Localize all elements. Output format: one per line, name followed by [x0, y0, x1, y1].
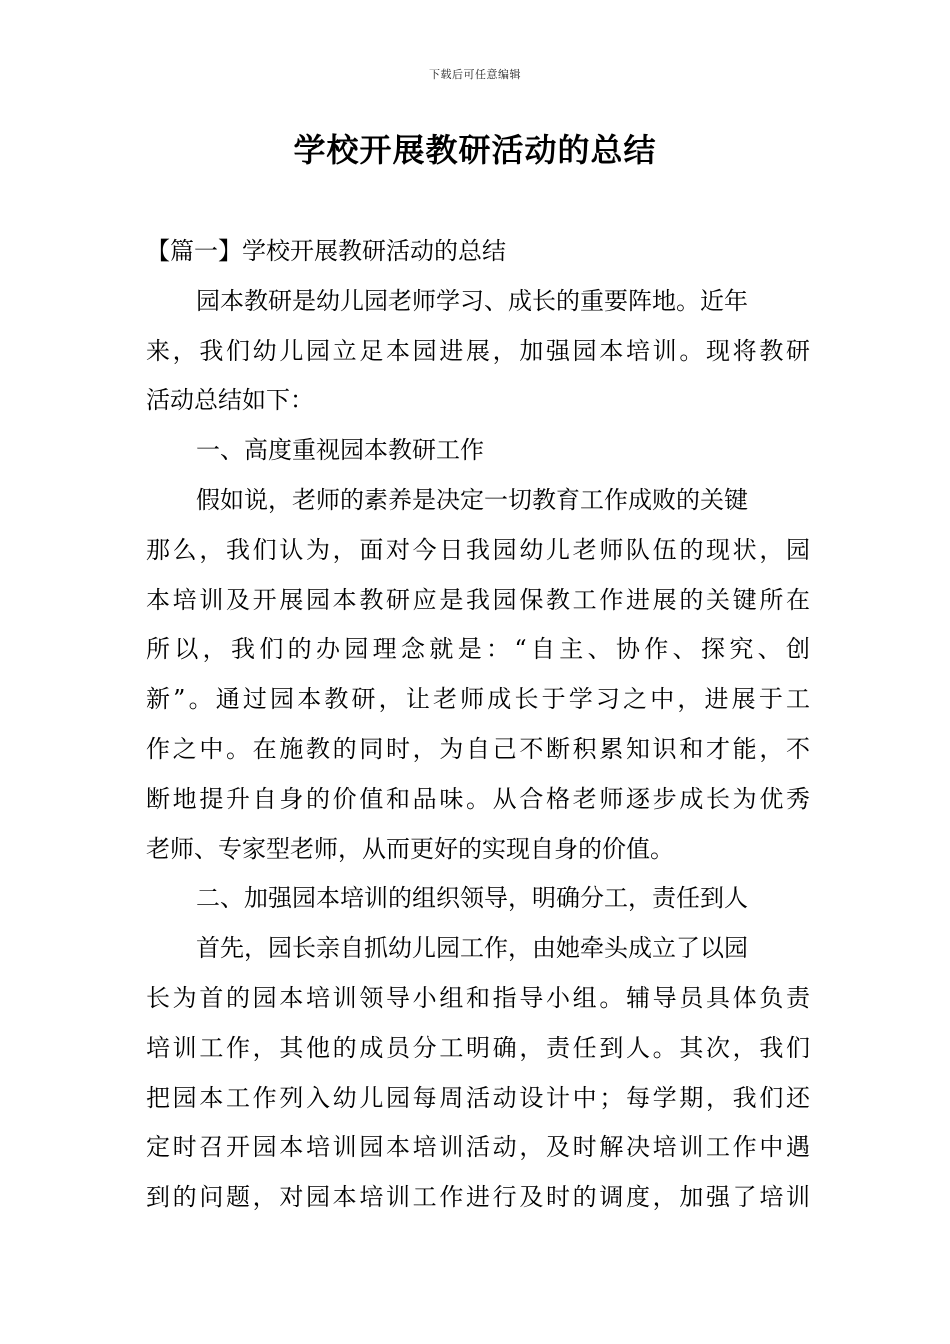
document-body: [146, 227, 810, 1223]
paragraph-line: 所以，我们的办园理念就是：“自主、协作、探究、创: [146, 635, 810, 664]
section-heading: 【篇一】学校开展教研活动的总结: [146, 237, 506, 265]
paragraph-line: 来，我们幼儿园立足本园进展，加强园本培训。现将教研: [146, 336, 810, 365]
paragraph-line: 首先，园长亲自抓幼儿园工作，由她牵头成立了以园: [196, 934, 748, 963]
paragraph-line: 培训工作，其他的成员分工明确，责任到人。其次，我们: [146, 1033, 810, 1062]
paragraph-line: 假如说，老师的素养是决定一切教育工作成败的关键: [196, 485, 748, 514]
paragraph-line: 到的问题，对园本培训工作进行及时的调度，加强了培训: [146, 1183, 810, 1212]
paragraph-line: 把园本工作列入幼儿园每周活动设计中；每学期，我们还: [146, 1083, 810, 1112]
subsection-heading: 二、加强园本培训的组织领导，明确分工，责任到人: [196, 884, 748, 913]
paragraph-line: 定时召开园本培训园本培训活动，及时解决培训工作中遇: [146, 1133, 810, 1162]
paragraph-line: 作之中。在施教的同时，为自己不断积累知识和才能，不: [146, 734, 810, 763]
paragraph-line: 那么，我们认为，面对今日我园幼儿老师队伍的现状，园: [146, 535, 810, 564]
paragraph-line: 园本教研是幼儿园老师学习、成长的重要阵地。近年: [196, 286, 748, 315]
paragraph-line: 活动总结如下：: [146, 386, 314, 415]
subsection-heading: 一、高度重视园本教研工作: [196, 436, 484, 465]
paragraph-line: 长为首的园本培训领导小组和指导小组。辅导员具体负责: [146, 983, 810, 1012]
paragraph-line: 本培训及开展园本教研应是我园保教工作进展的关键所在: [146, 585, 810, 614]
document-title: 学校开展教研活动的总结: [293, 131, 657, 169]
paragraph-line: 断地提升自身的价值和品味。从合格老师逐步成长为优秀: [146, 784, 810, 813]
paragraph-line: 新”。通过园本教研，让老师成长于学习之中，进展于工: [146, 685, 810, 714]
page-header-note: 下载后可任意编辑: [429, 68, 521, 81]
paragraph-line: 老师、专家型老师，从而更好的实现自身的价值。: [146, 834, 674, 863]
